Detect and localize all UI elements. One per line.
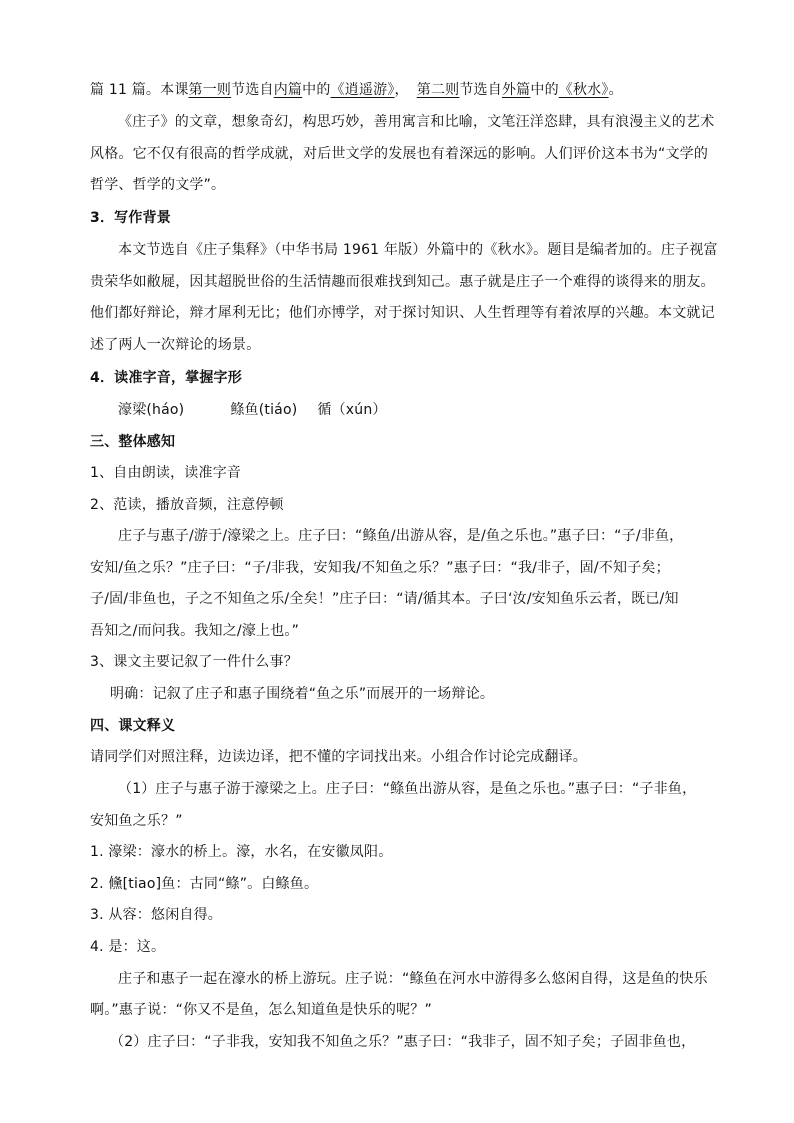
underlined-qiushui: 《秋水》: [558, 82, 609, 98]
intro-text: 节选自: [459, 82, 502, 98]
pronunciation-word: 濠梁(háo): [118, 402, 185, 418]
intro-text: 中的: [530, 82, 559, 98]
note-line: 2. 儵[tiao]鱼：古同“鲦”。白鲦鱼。: [90, 876, 319, 892]
intro-text: 篇 11 篇。本课: [90, 82, 189, 98]
intro-text: ，: [394, 82, 409, 98]
question-line: 安知鱼之乐？”: [90, 813, 183, 829]
pronunciation-word: 鲦鱼(tiáo): [230, 402, 298, 418]
translation-line: 庄子和惠子一起在濠水的桥上游玩。庄子说：“鲦鱼在河水中游得多么悠闲自得，这是鱼的快乐: [118, 971, 708, 987]
underlined-second-section: 第二则: [416, 82, 460, 98]
reading-line: 子/固/非鱼也，子之不知鱼之乐/全矣！”庄子曰：“请/循其本。子曰‘汝/安知鱼乐云者，既已/知: [90, 591, 679, 607]
underlined-first-section: 第一则: [188, 82, 232, 98]
paragraph-line: 哲学、哲学的文学”。: [90, 177, 226, 193]
intro-line: [90, 80, 710, 100]
intro-text: 中的: [302, 82, 331, 98]
paragraph-line: 《庄子》的文章，想象奇幻，构思巧妙，善用寓言和比喻，文笔汪洋恣肆，具有浪漫主义的艺术: [118, 114, 715, 130]
step-line: 3、课文主要记叙了一件什么事？: [90, 654, 298, 670]
paragraph-line: 风格。它不仅有很高的哲学成就，对后世文学的发展也有着深远的影响。人们评价这本书为“文学的: [90, 146, 709, 162]
question-line: （1）庄子与惠子游于濠梁之上。庄子曰：“鲦鱼出游从容，是鱼之乐也。”惠子曰：“子非鱼，: [118, 781, 697, 797]
note-line: 1. 濠梁：濠水的桥上。濠，水名，在安徽凤阳。: [90, 844, 393, 860]
step-line: 1、自由朗读，读准字音: [90, 465, 242, 481]
paragraph-line: 贵荣华如敝屣，因其超脱世俗的生活情趣而很难找到知己。惠子就是庄子一个难得的谈得来的朋友。: [90, 274, 715, 290]
section-heading-background: 3．写作背景: [90, 210, 171, 226]
paragraph-line: 他们都好辩论，辩才犀利无比；他们亦博学，对于探讨知识、人生哲理等有着浓厚的兴趣。本文就记: [90, 305, 715, 321]
intro-text: 。: [608, 82, 623, 98]
reading-line: 庄子与惠子/游于/濠梁之上。庄子曰：“鲦鱼/出游从容，是/鱼之乐也。”惠子曰：“子/非鱼，: [118, 528, 684, 544]
instruction-line: 请同学们对照注释，边读边译，把不懂的字词找出来。小组合作讨论完成翻译。: [90, 749, 587, 765]
section-heading-overall: 三、整体感知: [90, 434, 176, 450]
intro-text: 节选自: [231, 82, 274, 98]
pronunciation-line: [118, 400, 710, 420]
answer-line: 明确：记叙了庄子和惠子围绕着“鱼之乐”而展开的一场辩论。: [110, 686, 495, 702]
paragraph-line: 本文节选自《庄子集释》（中华书局 1961 年版）外篇中的《秋水》。题目是编者加的。庄子视富: [118, 242, 718, 258]
note-line: 4. 是：这。: [90, 939, 166, 955]
question-line: （2）庄子曰：“子非我，安知我不知鱼之乐？”惠子曰：“我非子，固不知子矣；子固非鱼也，: [110, 1034, 696, 1050]
pronunciation-word: 循（xún）: [317, 402, 387, 418]
section-heading-explanation: 四、课文释义: [90, 718, 176, 734]
note-line: 3. 从容：悠闲自得。: [90, 907, 223, 923]
paragraph-line: 述了两人一次辩论的场景。: [90, 337, 261, 353]
step-line: 2、范读，播放音频，注意停顿: [90, 497, 284, 513]
translation-line: 啊。”惠子说：“你又不是鱼，怎么知道鱼是快乐的呢？”: [90, 1002, 432, 1018]
reading-line: 吾知之/而问我。我知之/濠上也。”: [90, 623, 300, 639]
section-heading-pronunciation: 4．读准字音，掌握字形: [90, 370, 242, 386]
reading-line: 安知/鱼之乐？”庄子曰：“子/非我，安知我/不知鱼之乐？”惠子曰：“我/非子，固/不知子矣；: [90, 560, 670, 576]
underlined-xiaoyaoyou: 《逍遥游》: [330, 82, 395, 98]
underlined-outer-chapters: 外篇: [501, 82, 531, 98]
underlined-inner-chapters: 内篇: [273, 82, 303, 98]
